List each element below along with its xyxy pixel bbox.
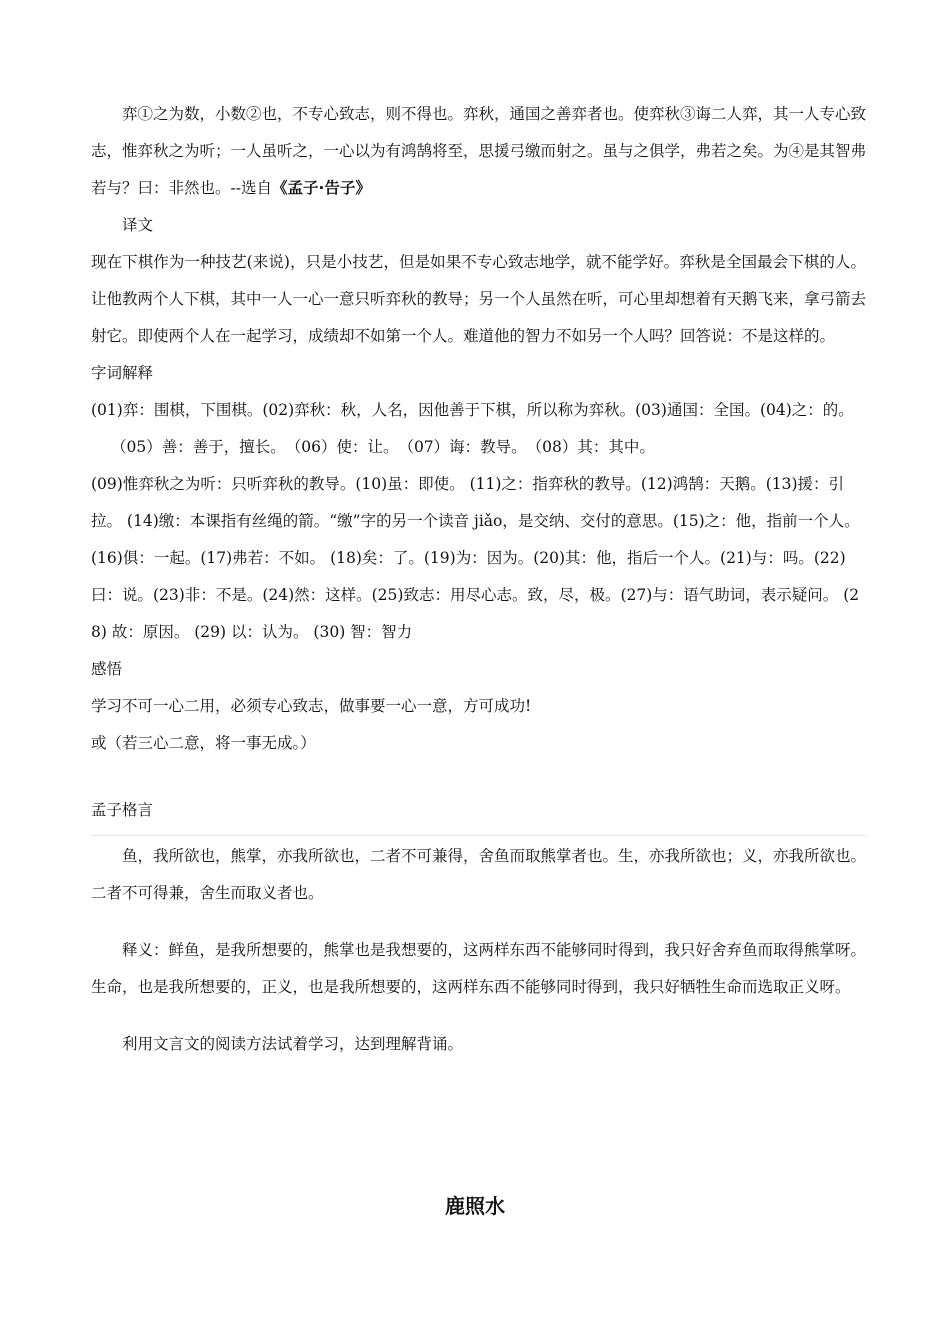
source-citation: 《孟子·告子》	[271, 179, 371, 197]
spacer	[91, 1006, 866, 1026]
original-text: 弈①之为数，小数②也，不专心致志，则不得也。弈秋，通国之善弈者也。使弈秋③诲二人弈，其一人专心致志，惟弈秋之为听；一人虽听之，一心以为有鸿鹄将至，思援弓缴而射之。虽与之俱学，弗若之矣。为④是其智弗若与？曰：非然也。--选自	[91, 105, 867, 197]
insight-line-2: 或（若三心二意，将一事无成。）	[91, 734, 316, 752]
mencius-explanation: 释义：鲜鱼，是我所想要的，熊掌也是我想要的，这两样东西不能够同时得到，我只好舍弃鱼而取得熊掌呀。生命，也是我所想要的，正义，也是我所想要的，这两样东西不能够同时得到，我只好牺牲生命而选取正义呀。	[91, 941, 867, 996]
notes-line-1: (01)弈：围棋，下围棋。(02)弈秋：秋，人名，因他善于下棋，所以称为弈秋。(03)通国：全国。(04)之：的。	[91, 401, 854, 419]
spacer	[91, 912, 866, 932]
document-body	[91, 96, 866, 1063]
notes-line-3: (09)惟弈秋之为听：只听弈秋的教导。(10)虽：即使。 (11)之：指弈秋的教导。(12)鸿鹄：天鹅。(13)援：引拉。 (14)缴：本课指有丝绳的箭。“缴”字的另一个读音 jiǎo，是交纳、交付的意思。(15)之：他，指前一个人。(16)俱：一起。(17)弗若：不如。 (18)矣：了。(19)为：因为。(20)其：他，指后一个人。(21)与：吗。(22)曰：说。(23)非：不是。(24)然：这样。(25)致志：用尽心志。致，尽，极。(27)与：语气助词，表示疑问。 (28) 故：原因。 (29) 以：认为。 (30) 智：智力	[91, 475, 860, 641]
insight-line-1: 学习不可一心二用，必须专心致志，做事要一心一意，方可成功!	[91, 697, 532, 715]
next-section-title: 鹿照水	[445, 1194, 505, 1218]
original-text-paragraph	[91, 96, 866, 207]
mencius-section	[91, 835, 866, 1063]
spacer	[91, 762, 866, 792]
mencius-label: 孟子格言	[91, 801, 154, 819]
notes-line-2: （05）善：善于，擅长。 （06）使：让。 （07）诲：教导。 （08）其：其中。	[111, 438, 655, 456]
insight-label: 感悟	[91, 660, 123, 678]
translation-text: 现在下棋作为一种技艺(来说)，只是小技艺，但是如果不专心致志地学，就不能学好。弈秋是全国最会下棋的人。让他教两个人下棋，其中一人一心一意只听弈秋的教导；另一个人虽然在听，可心里却想着有天鹅飞来，拿弓箭去射它。即使两个人在一起学习，成绩却不如第一个人。难道他的智力不如另一个人吗？回答说：不是这样的。	[91, 253, 867, 345]
study-instruction: 利用文言文的阅读方法试着学习，达到理解背诵。	[122, 1035, 464, 1053]
translation-label: 译文	[122, 216, 154, 234]
notes-label: 字词解释	[91, 364, 154, 382]
mencius-quote: 鱼，我所欲也，熊掌，亦我所欲也，二者不可兼得，舍鱼而取熊掌者也。生，亦我所欲也；义，亦我所欲也。二者不可得兼，舍生而取义者也。	[91, 847, 867, 902]
